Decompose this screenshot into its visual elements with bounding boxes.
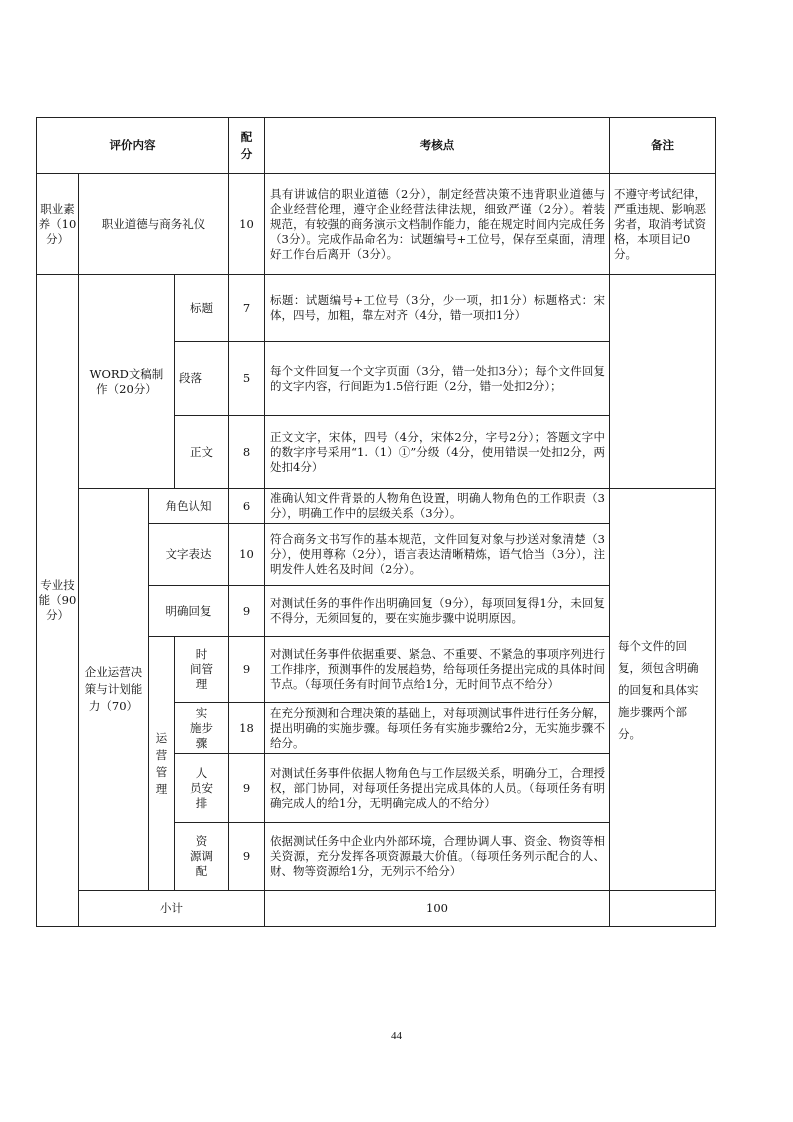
word-label: WORD文稿制作（20分）	[79, 275, 175, 489]
description-ethics: 具有讲诚信的职业道德（2分），制定经营决策不违背职业道德与企业经营伦理，遵守企业经营法律法规，细致严谨（2分）。着装规范，有较强的商务演示文档制作能力，能在规定时间内完成任务（3分）。完成作品命名为：试题编号+工位号，保存至桌面，清理好工作台后离开（3分）。	[265, 174, 610, 275]
score-paragraph: 5	[229, 342, 265, 416]
item-reply: 明确回复	[149, 586, 229, 637]
score-writing: 10	[229, 524, 265, 586]
item-role: 角色认知	[149, 489, 229, 524]
table-row	[37, 489, 716, 524]
description-time: 对测试任务事件依据重要、紧急、不重要、不紧急的事项序列进行工作排序，预测事件的发展趋势，给每项任务提出完成的具体时间节点。（每项任务有时间节点给1分，无时间节点不给分）	[265, 637, 610, 703]
item-paragraph: 段落	[175, 342, 229, 416]
score-ethics: 10	[229, 174, 265, 275]
description-resource: 依据测试任务中企业内外部环境，合理协调人事、资金、物资等相关资源，充分发挥各项资源最大价值。（每项任务列示配合的人、财、物等资源给1分，无列示不给分）	[265, 823, 610, 891]
description-steps: 在充分预测和合理决策的基础上，对每项测试事件进行任务分解，提出明确的实施步骤。每项任务有实施步骤给2分，无实施步骤不给分。	[265, 703, 610, 754]
description-reply: 对测试任务的事件作出明确回复（9分），每项回复得1分，未回复不得分，无须回复的，要在实施步骤中说明原因。	[265, 586, 610, 637]
description-paragraph: 每个文件回复一个文字页面（3分，错一处扣3分）；每个文件回复的文字内容，行间距为1.5倍行距（2分，错一处扣2分）；	[265, 342, 610, 416]
page-number: 44	[391, 1030, 402, 1042]
remark-word	[610, 275, 716, 489]
score-body: 8	[229, 416, 265, 489]
item-steps: 实 施步骤	[175, 703, 229, 754]
table-row	[37, 275, 716, 342]
item-staff: 人 员安排	[175, 754, 229, 823]
ops-label: 企业运营决策与计划能力（70）	[79, 489, 149, 891]
item-title: 标题	[175, 275, 229, 342]
remark-ethics: 不遵守考试纪律，严重违规、影响恶劣者，取消考试资格，本项目记0分。	[610, 174, 716, 275]
score-steps: 18	[229, 703, 265, 754]
total-label: 小计	[79, 891, 265, 927]
category-professional: 专业技能（90分）	[37, 275, 79, 927]
total-description	[610, 891, 716, 927]
evaluation-table	[36, 117, 716, 927]
score-time: 9	[229, 637, 265, 703]
score-title: 7	[229, 275, 265, 342]
remark-ops: 每个文件的回复，须包含明确的回复和具体实施步骤两个部分。	[610, 489, 716, 891]
item-body: 正文	[175, 416, 229, 489]
header-remarks: 备注	[610, 118, 716, 174]
description-staff: 对测试任务事件依据人物角色与工作层级关系，明确分工，合理授权，部门协同，对每项任务提出完成具体的人员。（每项任务有明确完成人的给1分，无明确完成人的不给分）	[265, 754, 610, 823]
header-points: 考核点	[265, 118, 610, 174]
category-ethics: 职业素养（10分）	[37, 174, 79, 275]
management-label: 运营管理	[149, 637, 175, 891]
description-body: 正文文字，宋体，四号（4分，宋体2分，字号2分）；答题文字中的数字序号采用“1.（1）①”分级（4分，使用错误一处扣2分，两处扣4分）	[265, 416, 610, 489]
item-time: 时 间管理	[175, 637, 229, 703]
description-writing: 符合商务文书写作的基本规范，文件回复对象与抄送对象清楚（3分），使用尊称（2分），语言表达清晰精炼，语气恰当（3分），注明发件人姓名及时间（2分）。	[265, 524, 610, 586]
score-staff: 9	[229, 754, 265, 823]
table-row	[37, 174, 716, 275]
item-writing: 文字表达	[149, 524, 229, 586]
header-row	[37, 118, 716, 174]
score-role: 6	[229, 489, 265, 524]
total-row	[37, 891, 716, 927]
description-title: 标题：试题编号+工位号（3分，少一项，扣1分）标题格式：宋体，四号，加粗，靠左对齐（4分，错一项扣1分）	[265, 275, 610, 342]
item-ethics: 职业道德与商务礼仪	[79, 174, 229, 275]
total-score: 100	[265, 891, 610, 927]
score-reply: 9	[229, 586, 265, 637]
description-role: 准确认知文件背景的人物角色设置，明确人物角色的工作职责（3分），明确工作中的层级关系（3分）。	[265, 489, 610, 524]
header-score: 配分	[229, 118, 265, 174]
score-resource: 9	[229, 823, 265, 891]
item-resource: 资 源调配	[175, 823, 229, 891]
header-content: 评价内容	[37, 118, 229, 174]
